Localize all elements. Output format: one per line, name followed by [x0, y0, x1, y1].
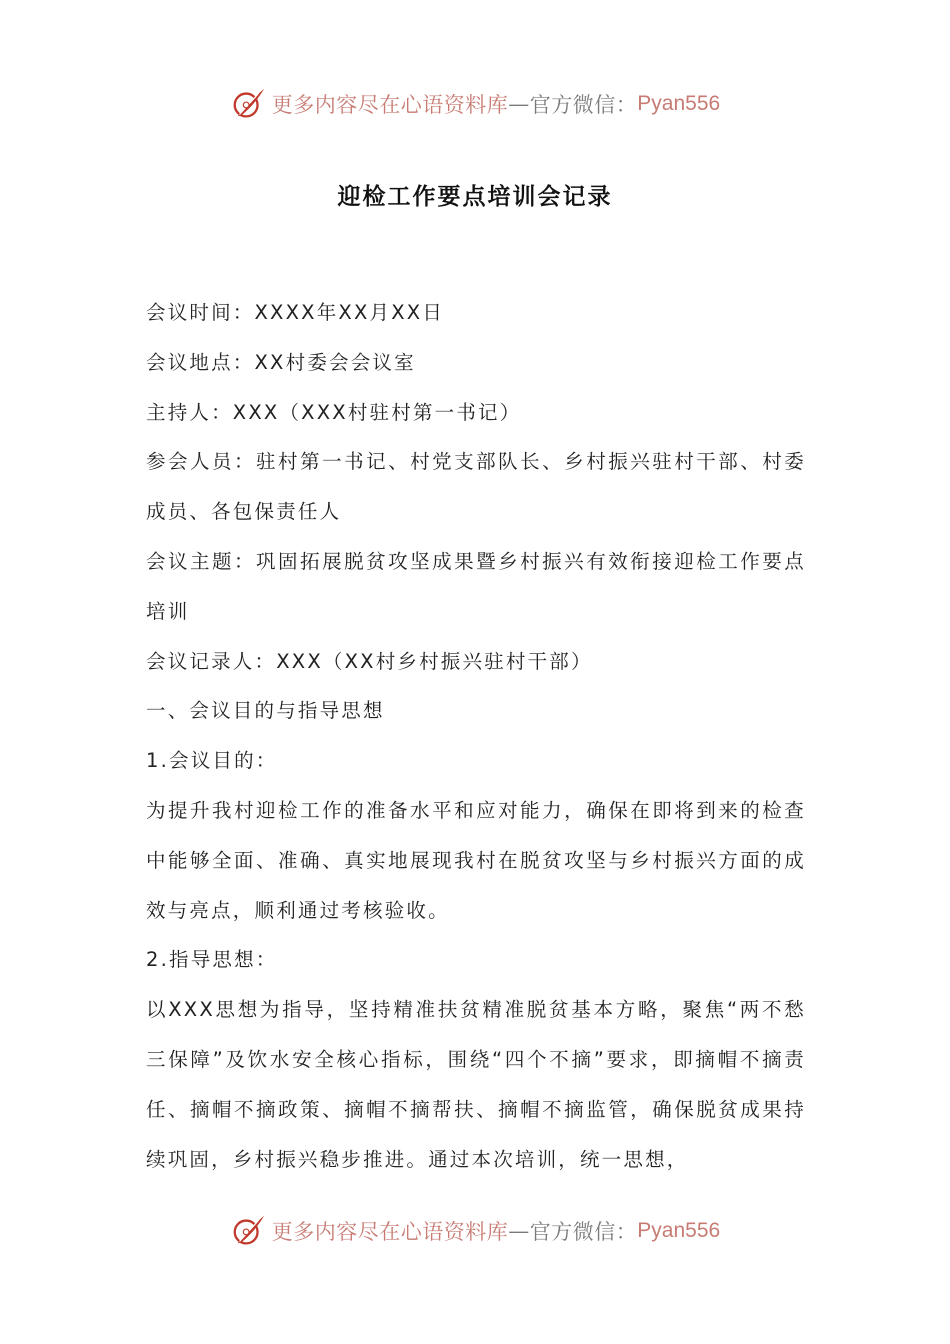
- document-body: [146, 288, 806, 1184]
- watermark-wechat-label: 官方微信：: [529, 93, 638, 117]
- watermark-wechat-id: Pyan556: [637, 92, 721, 115]
- meeting-time: 会议时间：XXXX年XX月XX日: [146, 301, 445, 324]
- footer-watermark: [0, 1207, 950, 1255]
- watermark-dash: —: [508, 92, 530, 116]
- meeting-location: 会议地点：XX村委会会议室: [146, 350, 416, 374]
- watermark-main-text: 更多内容尽在心语资料库: [271, 1220, 509, 1244]
- quill-pen-logo-icon: [230, 85, 268, 123]
- meeting-topic: 会议主题：巩固拓展脱贫攻坚成果暨乡村振兴有效衔接迎检工作要点培训: [146, 549, 806, 623]
- header-watermark: [0, 80, 950, 128]
- meeting-host: 主持人：XXX（XXX村驻村第一书记）: [146, 400, 522, 424]
- meeting-attendees: 参会人员：驻村第一书记、村党支部队长、乡村振兴驻村干部、村委成员、各包保责任人: [146, 450, 806, 524]
- meeting-recorder: 会议记录人：XXX（XX村乡村振兴驻村干部）: [146, 649, 593, 673]
- watermark-main-text: 更多内容尽在心语资料库: [271, 93, 509, 117]
- purpose-paragraph: 为提升我村迎检工作的准备水平和应对能力，确保在即将到来的检查中能够全面、准确、真实地展现我村在脱贫攻坚与乡村振兴方面的成效与亮点，顺利通过考核验收。: [146, 798, 806, 922]
- document-title: 迎检工作要点培训会记录: [337, 184, 613, 210]
- watermark-wechat-id: Pyan556: [637, 1219, 721, 1242]
- section-heading-1: 一、会议目的与指导思想: [146, 699, 385, 723]
- subheading-purpose: 1.会议目的：: [146, 749, 278, 773]
- subheading-guiding-thought: 2.指导思想：: [146, 948, 278, 972]
- watermark-dash: —: [508, 1219, 530, 1243]
- quill-pen-logo-icon: [230, 1212, 268, 1250]
- watermark-wechat-label: 官方微信：: [529, 1220, 638, 1244]
- guiding-thought-paragraph: 以XXX思想为指导，坚持精准扶贫精准脱贫基本方略，聚焦“两不愁三保障”及饮水安全核心指标，围绕“四个不摘”要求，即摘帽不摘责任、摘帽不摘政策、摘帽不摘帮扶、摘帽不摘监管，确保脱贫成果持续巩固，乡村振兴稳步推进。通过本次培训，统一思想，: [146, 998, 806, 1171]
